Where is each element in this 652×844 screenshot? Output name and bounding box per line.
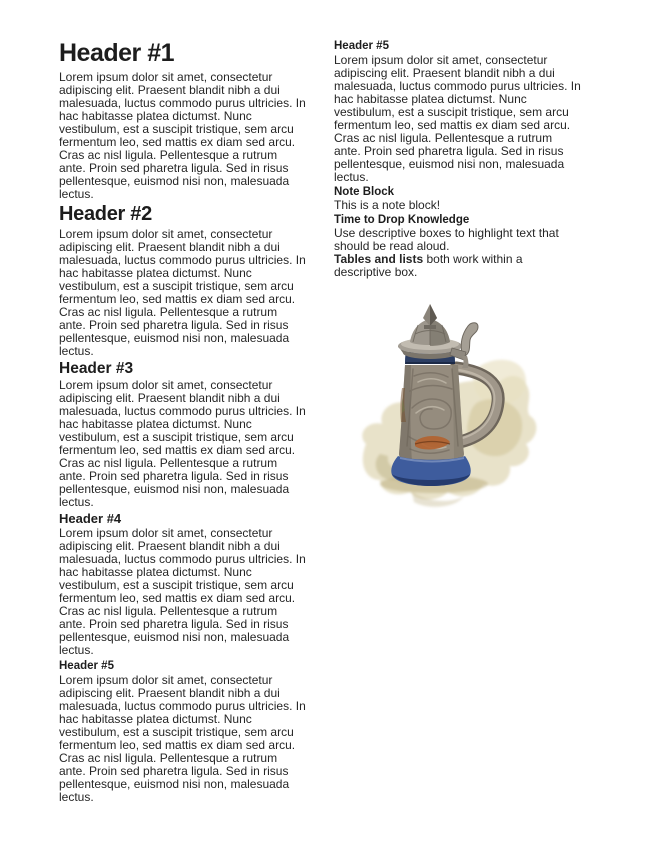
paragraph-1: Lorem ipsum dolor sit amet, consectetur adipiscing elit. Praesent blandit nibh a dui malesuada, luctus commodo purus ultricies. In hac habitasse platea dictumst. Nunc vestibulum, est a suscipit tristique, sem arcu fermentum leo, sed mattis ex diam sed arcu. Cras ac nisl ligula. Pellentesque a rutrum ante. Proin sed pharetra ligula. Sed in risus pellentesque, euismod nisi non, malesuada lectus. [59, 70, 306, 201]
beer-stein-svg [352, 296, 608, 510]
tables-lists-rest: both work within a descriptive box. [334, 252, 523, 279]
paragraph-5: Lorem ipsum dolor sit amet, consectetur adipiscing elit. Praesent blandit nibh a dui malesuada, luctus commodo purus ultricies. In hac habitasse platea dictumst. Nunc vestibulum, est a suscipit tristique, sem arcu fermentum leo, sed mattis ex diam sed arcu. Cras ac nisl ligula. Pellentesque a rutrum ante. Proin sed pharetra ligula. Sed in risus pellentesque, euismod nisi non, malesuada lectus. [59, 673, 306, 804]
heading-2: Header #2 [59, 203, 152, 225]
tables-lists-bold: Tables and lists [334, 252, 424, 266]
paragraph-right: Lorem ipsum dolor sit amet, consectetur adipiscing elit. Praesent blandit nibh a dui malesuada, luctus commodo purus ultricies. In hac habitasse platea dictumst. Nunc vestibulum, est a suscipit tristique, sem arcu fermentum leo, sed mattis ex diam sed arcu. Cras ac nisl ligula. Pellentesque a rutrum ante. Proin sed pharetra ligula. Sed in risus pellentesque, euismod nisi non, malesuada lectus. [334, 53, 581, 184]
paragraph-3: Lorem ipsum dolor sit amet, consectetur adipiscing elit. Praesent blandit nibh a dui malesuada, luctus commodo purus ultricies. In hac habitasse platea dictumst. Nunc vestibulum, est a suscipit tristique, sem arcu fermentum leo, sed mattis ex diam sed arcu. Cras ac nisl ligula. Pellentesque a rutrum ante. Proin sed pharetra ligula. Sed in risus pellentesque, euismod nisi non, malesuada lectus. [59, 378, 306, 509]
tables-lists-line [334, 253, 582, 279]
paragraph-2: Lorem ipsum dolor sit amet, consectetur adipiscing elit. Praesent blandit nibh a dui malesuada, luctus commodo purus ultricies. In hac habitasse platea dictumst. Nunc vestibulum, est a suscipit tristique, sem arcu fermentum leo, sed mattis ex diam sed arcu. Cras ac nisl ligula. Pellentesque a rutrum ante. Proin sed pharetra ligula. Sed in risus pellentesque, euismod nisi non, malesuada lectus. [59, 227, 306, 358]
stein-body [399, 365, 464, 462]
knowledge-text: Use descriptive boxes to highlight text that should be read aloud. [334, 226, 559, 253]
knowledge-heading: Time to Drop Knowledge [334, 214, 470, 226]
heading-5-right: Header #5 [334, 40, 389, 52]
beer-stein-image [352, 296, 608, 510]
column-right [334, 40, 582, 279]
note-block-text: This is a note block! [334, 198, 441, 212]
heading-5: Header #5 [59, 660, 114, 672]
stein-base [391, 456, 471, 486]
heading-3: Header #3 [59, 360, 134, 377]
note-block-heading: Note Block [334, 186, 395, 198]
heading-4: Header #4 [59, 511, 122, 526]
column-left [59, 40, 307, 804]
heading-1: Header #1 [59, 39, 175, 67]
paragraph-4: Lorem ipsum dolor sit amet, consectetur adipiscing elit. Praesent blandit nibh a dui malesuada, luctus commodo purus ultricies. In hac habitasse platea dictumst. Nunc vestibulum, est a suscipit tristique, sem arcu fermentum leo, sed mattis ex diam sed arcu. Cras ac nisl ligula. Pellentesque a rutrum ante. Proin sed pharetra ligula. Sed in risus pellentesque, euismod nisi non, malesuada lectus. [59, 526, 306, 657]
